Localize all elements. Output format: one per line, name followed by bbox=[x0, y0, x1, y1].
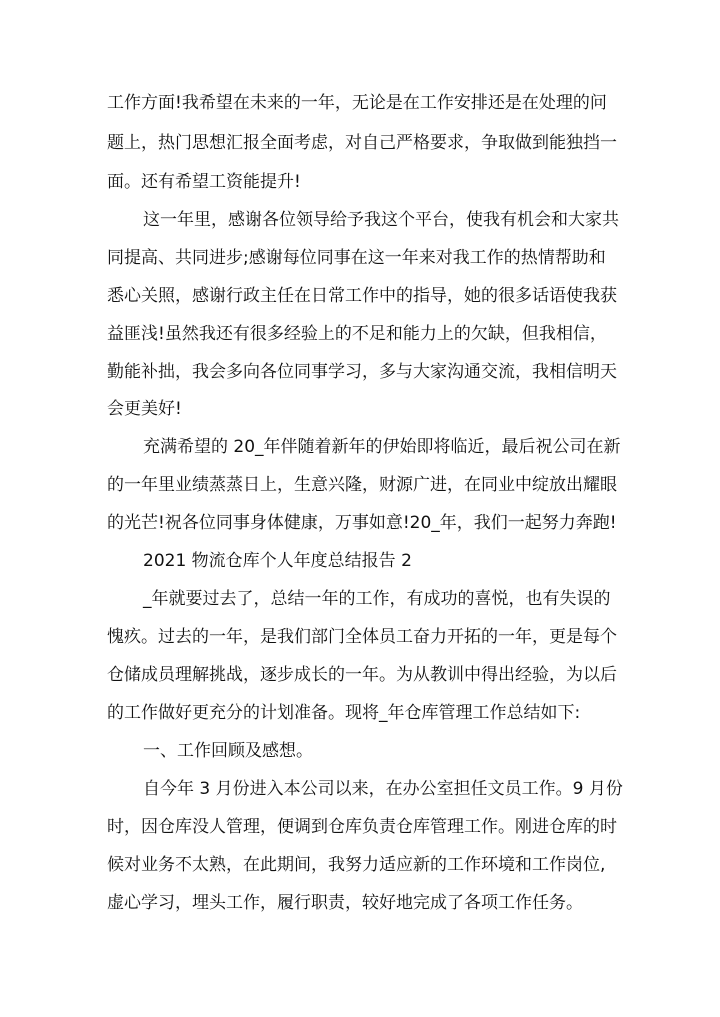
paragraph-line: 悉心关照，感谢行政主任在日常工作中的指导，她的很多话语使我获 bbox=[107, 286, 617, 306]
paragraph-line: 仓储成员理解挑战，逐步成长的一年。为从教训中得出经验，为以后 bbox=[107, 665, 617, 685]
section-title: 2021 物流仓库个人年度总结报告 2 bbox=[143, 551, 412, 571]
paragraph-line: 的一年里业绩蒸蒸日上，生意兴隆，财源广进，在同业中绽放出耀眼 bbox=[107, 475, 617, 495]
paragraph-line: _年就要过去了，总结一年的工作，有成功的喜悦，也有失误的 bbox=[143, 589, 611, 609]
paragraph-line: 的工作做好更充分的计划准备。现将_年仓库管理工作总结如下: bbox=[107, 703, 581, 723]
paragraph-line: 充满希望的 20_年伴随着新年的伊始即将临近，最后祝公司在新 bbox=[143, 437, 621, 457]
paragraph-line: 勤能补拙，我会多向各位同事学习，多与大家沟通交流，我相信明天 bbox=[107, 362, 617, 382]
paragraph-line: 愧疚。过去的一年，是我们部门全体员工奋力开拓的一年，更是每个 bbox=[107, 627, 617, 647]
paragraph-line: 同提高、共同进步;感谢每位同事在这一年来对我工作的热情帮助和 bbox=[107, 248, 606, 268]
paragraph-line: 这一年里，感谢各位领导给予我这个平台，使我有机会和大家共 bbox=[143, 210, 619, 230]
paragraph-line: 工作方面!我希望在未来的一年，无论是在工作安排还是在处理的问 bbox=[107, 93, 607, 113]
paragraph-line: 会更美好! bbox=[107, 399, 182, 419]
paragraph-line: 时，因仓库没人管理，便调到仓库负责仓库管理工作。刚进仓库的时 bbox=[107, 817, 617, 837]
paragraph-line: 的光芒!祝各位同事身体健康，万事如意!20_年，我们一起努力奔跑! bbox=[107, 513, 617, 533]
subsection-heading: 一、工作回顾及感想。 bbox=[143, 741, 313, 761]
paragraph-line: 候对业务不太熟，在此期间，我努力适应新的工作环境和工作岗位, bbox=[107, 855, 606, 875]
paragraph-line: 自今年 3 月份进入本公司以来，在办公室担任文员工作。9 月份 bbox=[143, 779, 623, 799]
paragraph-line: 题上，热门思想汇报全面考虑，对自己严格要求，争取做到能独挡一 bbox=[107, 133, 617, 153]
paragraph-line: 面。还有希望工资能提升! bbox=[107, 172, 301, 192]
paragraph-line: 虚心学习，埋头工作，履行职责，较好地完成了各项工作任务。 bbox=[107, 893, 583, 913]
paragraph-line: 益匪浅!虽然我还有很多经验上的不足和能力上的欠缺，但我相信， bbox=[107, 324, 607, 344]
